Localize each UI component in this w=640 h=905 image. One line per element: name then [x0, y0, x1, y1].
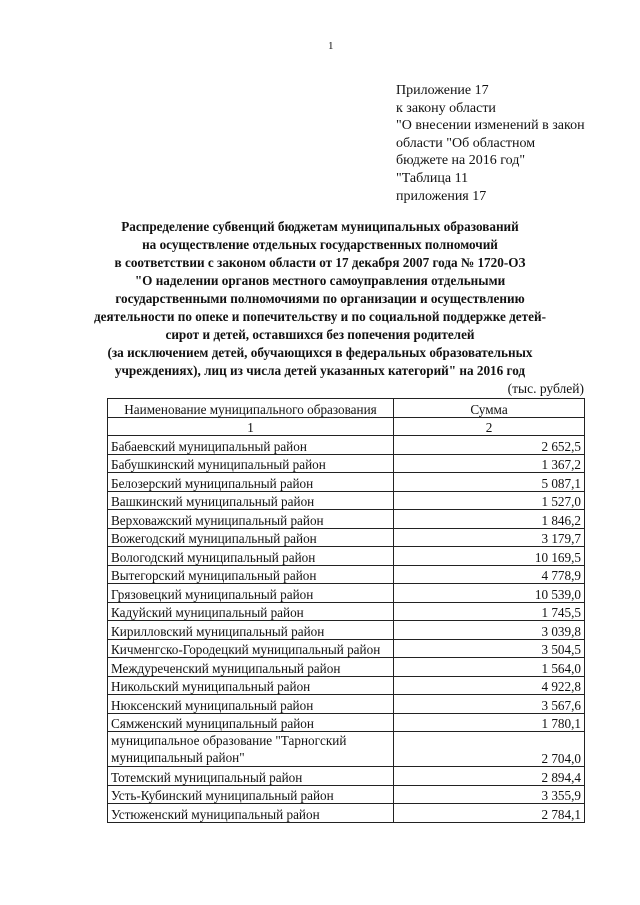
- row-sum: 3 355,9: [394, 785, 585, 804]
- row-name: Сямженский муниципальный район: [108, 713, 394, 732]
- table-row: [108, 454, 585, 473]
- document-title: [80, 218, 560, 380]
- row-name: Грязовецкий муниципальный район: [108, 584, 394, 603]
- row-sum: 2 894,4: [394, 767, 585, 786]
- table-header-row: [108, 399, 585, 418]
- row-sum: 4 778,9: [394, 565, 585, 584]
- table-row: [108, 767, 585, 786]
- row-sum: 3 039,8: [394, 621, 585, 640]
- row-name: муниципальное образование "Тарногский муниципальный район": [108, 732, 394, 767]
- appendix-line: "О внесении изменений в закон: [396, 118, 585, 134]
- subvention-table: [107, 398, 585, 823]
- header-name: Наименование муниципального образования: [108, 399, 394, 418]
- row-sum: 5 087,1: [394, 473, 585, 492]
- title-line: в соответствии с законом области от 17 декабря 2007 года № 1720-ОЗ: [114, 255, 526, 270]
- row-sum: 1 780,1: [394, 713, 585, 732]
- row-name: Вытегорский муниципальный район: [108, 565, 394, 584]
- row-name: Устюженский муниципальный район: [108, 804, 394, 823]
- row-name: Кичменгско-Городецкий муниципальный район: [108, 639, 394, 658]
- row-sum: 2 784,1: [394, 804, 585, 823]
- title-line: "О наделении органов местного самоуправления отдельными: [134, 273, 506, 288]
- table-row: [108, 639, 585, 658]
- table-row: [108, 658, 585, 677]
- table-row: [108, 584, 585, 603]
- appendix-line: бюджете на 2016 год": [396, 153, 526, 169]
- row-sum: 1 745,5: [394, 602, 585, 621]
- table-row: [108, 621, 585, 640]
- table-row: [108, 491, 585, 510]
- row-name: Кирилловский муниципальный район: [108, 621, 394, 640]
- row-sum: 2 652,5: [394, 436, 585, 455]
- table-index-row: [108, 417, 585, 436]
- table-row: [108, 785, 585, 804]
- row-name: Бабаевский муниципальный район: [108, 436, 394, 455]
- row-sum: 1 527,0: [394, 491, 585, 510]
- title-line: деятельности по опеке и попечительству и по социальной поддержке детей-: [94, 309, 546, 324]
- table-row: [108, 436, 585, 455]
- page-number: 1: [328, 40, 334, 52]
- title-line: Распределение субвенций бюджетам муниципальных образований: [121, 219, 519, 234]
- row-sum: 10 169,5: [394, 547, 585, 566]
- appendix-line: Приложение 17: [396, 83, 489, 98]
- row-sum: 10 539,0: [394, 584, 585, 603]
- row-name: Вожегодский муниципальный район: [108, 528, 394, 547]
- row-name: Нюксенский муниципальный район: [108, 695, 394, 714]
- appendix-line: приложения 17: [396, 188, 487, 204]
- row-sum: 1 846,2: [394, 510, 585, 529]
- row-name: Верховажский муниципальный район: [108, 510, 394, 529]
- row-name: Никольский муниципальный район: [108, 676, 394, 695]
- appendix-line: области "Об областном: [396, 135, 536, 151]
- row-name: Кадуйский муниципальный район: [108, 602, 394, 621]
- row-name: Тотемский муниципальный район: [108, 767, 394, 786]
- row-sum: 4 922,8: [394, 676, 585, 695]
- row-sum: 3 504,5: [394, 639, 585, 658]
- table-row: [108, 473, 585, 492]
- title-line: (за исключением детей, обучающихся в федеральных образовательных: [107, 345, 533, 360]
- table-row: [108, 676, 585, 695]
- table-row: [108, 695, 585, 714]
- row-name: Вологодский муниципальный район: [108, 547, 394, 566]
- header-sum: Сумма: [394, 399, 585, 418]
- table-row: [108, 732, 585, 767]
- index-cell: 1: [108, 417, 394, 436]
- appendix-header: [396, 82, 616, 205]
- title-line: государственными полномочиями по организации и осуществлению: [115, 291, 525, 306]
- table-row: [108, 565, 585, 584]
- row-name: Усть-Кубинский муниципальный район: [108, 785, 394, 804]
- appendix-line: "Таблица 11: [396, 170, 469, 186]
- appendix-line: к закону области: [396, 100, 496, 116]
- row-name: Междуреченский муниципальный район: [108, 658, 394, 677]
- row-name: Вашкинский муниципальный район: [108, 491, 394, 510]
- row-sum: 1 564,0: [394, 658, 585, 677]
- units-label: (тыс. рублей): [507, 381, 584, 396]
- title-line: сирот и детей, оставшихся без попечения родителей: [165, 327, 475, 342]
- row-sum: 3 567,6: [394, 695, 585, 714]
- row-sum: 3 179,7: [394, 528, 585, 547]
- title-line: на осуществление отдельных государственных полномочий: [142, 237, 498, 252]
- title-line: учреждениях), лиц из числа детей указанных категорий" на 2016 год: [114, 363, 526, 378]
- table-row: [108, 547, 585, 566]
- table-row: [108, 528, 585, 547]
- row-sum: 2 704,0: [394, 732, 585, 767]
- table-row: [108, 510, 585, 529]
- row-name: Бабушкинский муниципальный район: [108, 454, 394, 473]
- table-row: [108, 713, 585, 732]
- row-sum: 1 367,2: [394, 454, 585, 473]
- index-cell: 2: [394, 417, 585, 436]
- row-name: Белозерский муниципальный район: [108, 473, 394, 492]
- table-row: [108, 804, 585, 823]
- table-row: [108, 602, 585, 621]
